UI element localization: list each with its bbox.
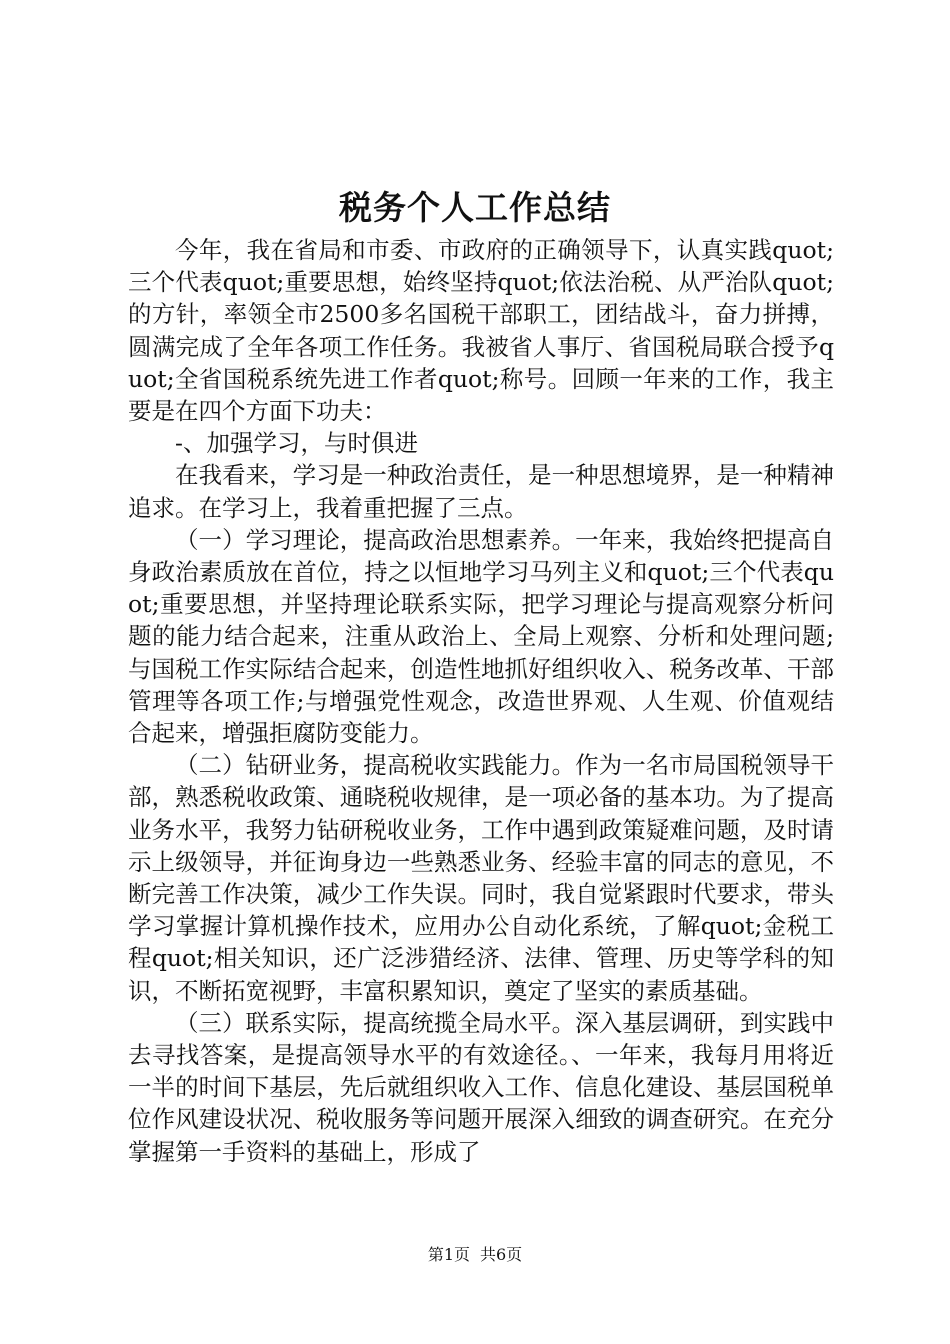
document-title: 税务个人工作总结: [339, 188, 611, 227]
page-footer: [0, 1243, 950, 1267]
paragraph-business: （二）钻研业务，提高税收实践能力。作为一名市局国税领导干部，熟悉税收政策、通晓税收规律，是一项必备的基本功。为了提高业务水平，我努力钻研税收业务，工作中遇到政策疑难问题，及时请示上级领导，并征询身边一些熟悉业务、经验丰富的同志的意见，不断完善工作决策，减少工作失误。同时，我自觉紧跟时代要求，带头学习掌握计算机操作技术，应用办公自动化系统，了解quot;金税工程quot;相关知识，还广泛涉猎经济、法律、管理、历史等学科的知识，不断拓宽视野，丰富积累知识，奠定了坚实的素质基础。: [128, 751, 834, 1005]
paragraph-intro: 今年，我在省局和市委、市政府的正确领导下，认真实践quot;三个代表quot;重要思想，始终坚持quot;依法治税、从严治队quot;的方针，率领全市2500多名国税干部职工，团结战斗，奋力拼搏，圆满完成了全年各项工作任务。我被省人事厅、省国税局联合授予quot;全省国税系统先进工作者quot;称号。回顾一年来的工作，我主要是在四个方面下功夫：: [128, 236, 834, 426]
section-heading-study: -、加强学习，与时俱进: [175, 429, 418, 458]
paragraph-theory: （一）学习理论，提高政治思想素养。一年来，我始终把提高自身政治素质放在首位，持之以恒地学习马列主义和quot;三个代表quot;重要思想，并坚持理论联系实际，把学习理论与提高观察分析问题的能力结合起来，注重从政治上、全局上观察、分析和处理问题;与国税工作实际结合起来，创造性地抓好组织收入、税务改革、干部管理等各项工作;与增强党性观念，改造世界观、人生观、价值观结合起来，增强拒腐防变能力。: [128, 525, 834, 748]
document-body: [128, 234, 834, 1168]
paragraph-practice: （三）联系实际，提高统揽全局水平。深入基层调研，到实践中去寻找答案，是提高领导水平的有效途径。、一年来，我每月用将近一半的时间下基层，先后就组织收入工作、信息化建设、基层国税单位作风建设状况、税收服务等问题开展深入细致的调查研究。在充分掌握第一手资料的基础上，形成了: [128, 1008, 834, 1166]
page-number: 第1页: [427, 1245, 470, 1264]
paragraph-study-overview: 在我看来，学习是一种政治责任，是一种思想境界，是一种精神追求。在学习上，我着重把握了三点。: [128, 461, 834, 522]
page-total: 共6页: [480, 1245, 523, 1264]
